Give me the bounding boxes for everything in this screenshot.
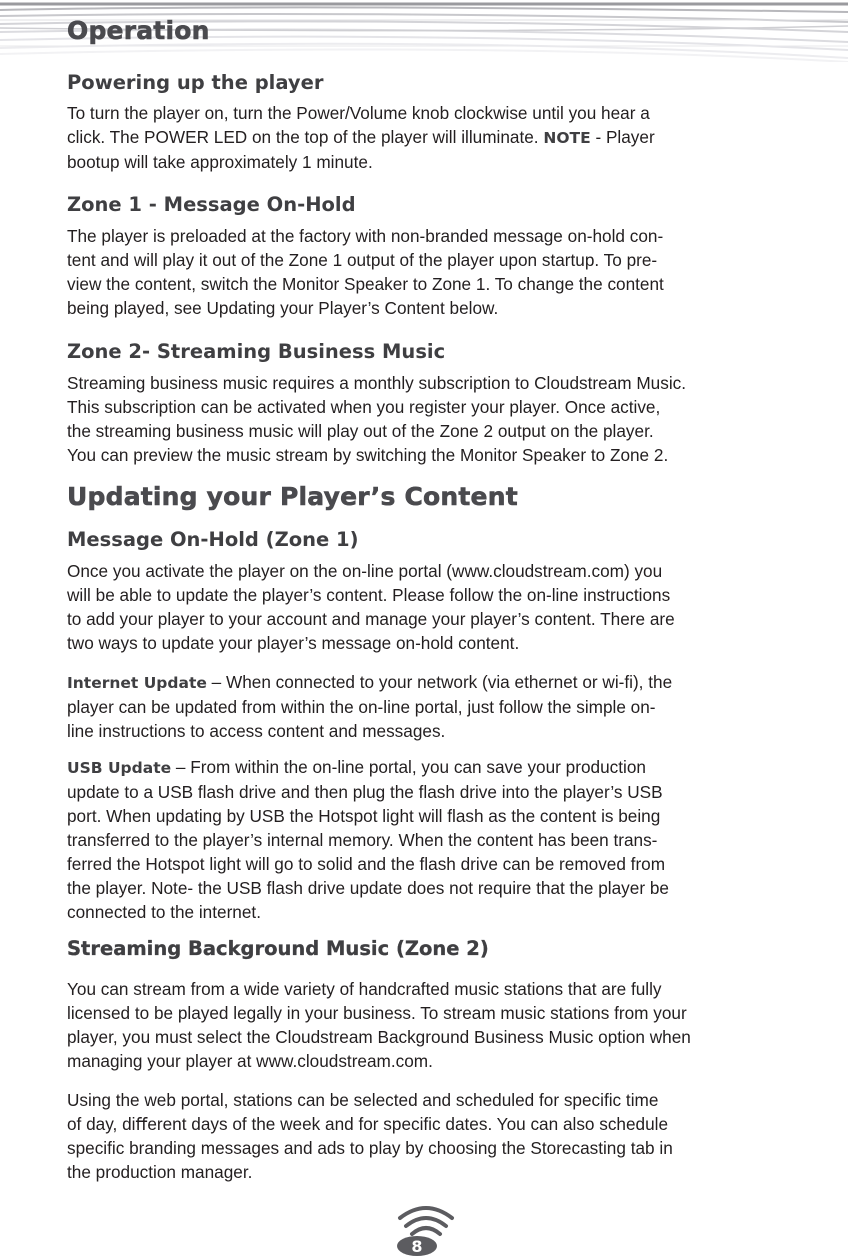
text-line: This subscription can be activated when you register your player. Once active, xyxy=(67,397,661,417)
text-line: Streaming business music requires a monthly subscription to Cloudstream Music. xyxy=(67,373,687,393)
text-line: speciﬁc branding messages and ads to play by choosing the Storecasting tab in xyxy=(67,1138,673,1158)
text-line: to add your player to your account and manage your player’s content. There are xyxy=(67,609,675,629)
streaming-bg-paragraph-1 xyxy=(67,977,779,1073)
text-line: tent and will play it out of the Zone 1 output of the player upon startup. To pre- xyxy=(67,250,658,270)
streaming-bg-paragraph-2 xyxy=(67,1088,779,1184)
text-line: Using the web portal, stations can be selected and scheduled for speciﬁc time xyxy=(67,1090,659,1110)
internet-update-label: Internet Update xyxy=(67,674,207,692)
text-line: the streaming business music will play out of the Zone 2 output on the player. xyxy=(67,421,654,441)
text-line: The player is preloaded at the factory with non-branded message on-hold con- xyxy=(67,226,664,246)
page-number-badge xyxy=(386,1198,466,1256)
text-line: port. When updating by USB the Hotspot light will ﬂash as the content is being xyxy=(67,806,661,826)
text-line: ferred the Hotspot light will go to solid and the ﬂash drive can be removed from xyxy=(67,854,666,874)
page-title: Operation xyxy=(67,16,210,45)
text-line: You can stream from a wide variety of handcrafted music stations that are fully xyxy=(67,979,662,999)
text-line: bootup will take approximately 1 minute. xyxy=(67,152,373,172)
text-line: USB Update – From within the on-line portal, you can save your production xyxy=(67,757,646,777)
text-line: transferred to the player’s internal memory. When the content has been trans- xyxy=(67,830,658,850)
text-line: connected to the internet. xyxy=(67,902,261,922)
zone1-paragraph xyxy=(67,224,779,320)
usb-update-paragraph xyxy=(67,755,779,924)
text-line: player can be updated from within the on-line portal, just follow the simple on- xyxy=(67,697,656,717)
text-line: view the content, switch the Monitor Speaker to Zone 1. To change the content xyxy=(67,274,664,294)
text-line: player, you must select the Cloudstream Background Business Music option when xyxy=(67,1027,691,1047)
text-line: being played, see Updating your Player’s Content below. xyxy=(67,298,499,318)
zone1-heading: Zone 1 - Message On-Hold xyxy=(67,193,356,216)
text-line: You can preview the music stream by switching the Monitor Speaker to Zone 2. xyxy=(67,445,669,465)
text-line: will be able to update the player’s content. Please follow the on-line instructions xyxy=(67,585,671,605)
text-line: the player. Note- the USB ﬂash drive update does not require that the player be xyxy=(67,878,669,898)
text-line: To turn the player on, turn the Power/Volume knob clockwise until you hear a xyxy=(67,103,650,123)
text-line: line instructions to access content and messages. xyxy=(67,721,446,741)
usb-update-label: USB Update xyxy=(67,759,172,777)
powering-paragraph xyxy=(67,101,779,174)
page-number: 8 xyxy=(411,1237,423,1256)
updating-title: Updating your Player’s Content xyxy=(67,482,518,511)
text-line: licensed to be played legally in your business. To stream music stations from your xyxy=(67,1003,687,1023)
streaming-bg-heading: Streaming Background Music (Zone 2) xyxy=(67,937,489,960)
zone2-heading: Zone 2- Streaming Business Music xyxy=(67,340,446,363)
text-line: of day, diﬀerent days of the week and for speciﬁc dates. You can also schedule xyxy=(67,1114,669,1134)
zone2-paragraph xyxy=(67,371,779,467)
note-label: NOTE xyxy=(543,129,591,147)
text-line: two ways to update your player’s message on-hold content. xyxy=(67,633,520,653)
powering-heading: Powering up the player xyxy=(67,71,324,94)
text-line: the production manager. xyxy=(67,1162,253,1182)
text-line: Once you activate the player on the on-line portal (www.cloudstream.com) you xyxy=(67,561,663,581)
wifi-icon xyxy=(400,1208,452,1234)
moh-heading: Message On-Hold (Zone 1) xyxy=(67,528,359,551)
text-line: Internet Update – When connected to your network (via ethernet or wi-ﬁ), the xyxy=(67,672,673,692)
moh-paragraph xyxy=(67,559,779,655)
text-line: update to a USB ﬂash drive and then plug the ﬂash drive into the player’s USB xyxy=(67,782,663,802)
text-line: managing your player at www.cloudstream.com. xyxy=(67,1051,433,1071)
text-line: click. The POWER LED on the top of the player will illuminate. NOTE - Player xyxy=(67,127,655,147)
internet-update-paragraph xyxy=(67,670,779,743)
